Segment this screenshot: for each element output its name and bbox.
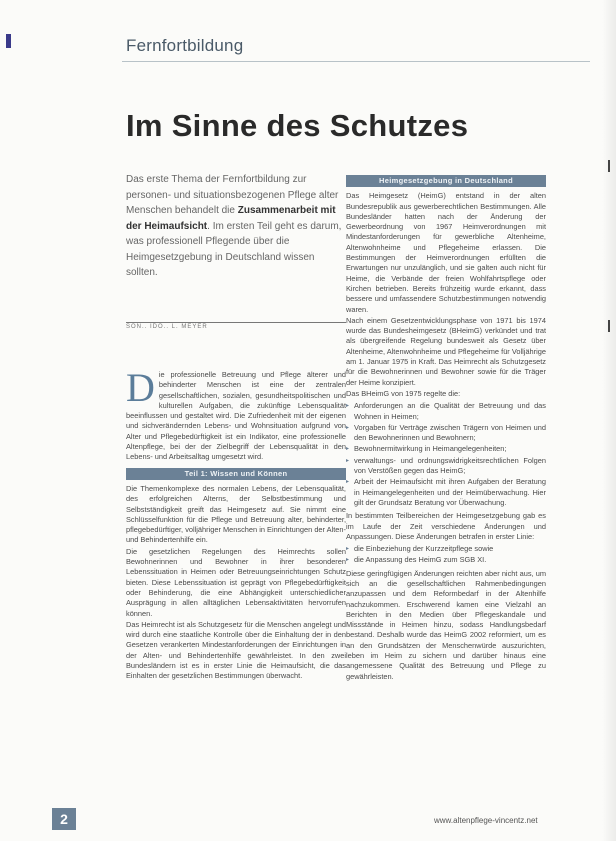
- list-item: ▸ Arbeit der Heimaufsicht mit ihren Aufgaben der Beratung in Heimangelegenheiten und der Heimüberwachung. Hier gilt der Grundsatz Beratung vor Überwachung.: [346, 477, 546, 508]
- page-edge-shadow: [602, 0, 616, 841]
- right-paragraph-4: In bestimmten Teilbereichen der Heimgesetzgebung gab es im Laufe der Zeit verschiedene Änderungen und Anpassungen. Diese Änderungen betrafen in erster Linie:: [346, 511, 546, 541]
- list-item: ▸ die Anpassung des HeimG zum SGB XI.: [346, 555, 546, 565]
- article-title: Im Sinne des Schutzes: [126, 108, 469, 143]
- intro-text-post: . Im ersten Teil geht es darum, was professionell Pflegende über die Heimgesetzgebung in Deutschland wissen sollten.: [126, 220, 342, 278]
- left-column: [126, 365, 346, 683]
- regulation-list: [346, 401, 546, 508]
- right-paragraph-5: Diese geringfügigen Änderungen reichten aber nicht aus, um sich an die gesellschaftlichen Rahmenbedingungen anzupassen und dem Reformbedarf in der Altenhilfe nachzukommen. Erschwerend kamen eine Vielzahl an Berichten in den Medien über Pflegeskandale und Missstände in Heimen hinzu, sodass Handlungsbedarf bestand. Deshalb wurde das HeimG 2002 reformiert, um es an den Grundsätzen der Menschenwürde auszurichten, leben im Heim zu sichern und darüber hinaus eine angemessene Qualität des Betreuung und Pflege zu gewährleisten.: [346, 568, 546, 681]
- section-header: Fernfortbildung: [126, 36, 244, 55]
- right-box-heading: Heimgesetzgebung in Deutschland: [346, 175, 546, 187]
- left-paragraph-2: Die Themenkomplexe des normalen Lebens, der Lebensqualität, des erfolgreichen Alterns, der Selbstbestimmung und Selbstständigkeit greift das Heimgesetz auf. Sie nimmt eine Schlüsselfunktion für die Pflege und Betreuung alter, behinderter, pflegebedürftiger, volljähriger Menschen in Einrichtungen der Alten- und Behindertenhilfe ein.: [126, 483, 346, 545]
- footer-url: www.altenpflege-vincentz.net: [434, 816, 538, 825]
- right-paragraph-2: Nach einem Gesetzentwicklungsphase von 1971 bis 1974 wurde das Bundesheimgesetz (BHeimG) verkündet und trat als übergreifende Regelung bundesweit als Gesetz über Altenheime, Altenwohnheime und Pflegeheime für Volljährige am 1. Januar 1975 in Kraft. Das Heimrecht als Schutzgesetz für die Bewohnerinnen und Bewohner sowie für die Träger der Heime konzipiert.: [346, 315, 546, 387]
- left-paragraph-1: [126, 365, 346, 463]
- list-item: ▸ Vorgaben für Verträge zwischen Trägern von Heimen und den Bewohnerinnen und Bewohnern;: [346, 423, 546, 444]
- right-paragraph-1: Das Heimgesetz (HeimG) entstand in der alten Bundesrepublik aus gewerberechtlichen Bestimmungen. Alle Bundesländer hatten nach der Änderung der Gewerbeordnung von 1967 Heimverordnungen mit Mindestanforderungen für gewerbliche Altenheime, Altenwohnheime und Pflegeheime erlassen. Die Bestimmungen der Heimverordnungen erfüllten die Erwartungen nur unzulänglich, und sie galten auch nicht für Heime, die Verbände der freien Wohlfahrtspflege oder Kirchen betrieben. Bereits frühzeitig wurde erkannt, dass bessere und umfassendere Schutzbestimmungen notwendig waren.: [346, 191, 546, 314]
- list-item: ▸ Anforderungen an die Qualität der Betreuung und das Wohnen in Heimen;: [346, 401, 546, 422]
- page-number: 2: [52, 808, 76, 830]
- left-paragraph-4: Das Heimrecht ist als Schutzgesetz für die Menschen angelegt und wird durch eine staatliche Kontrolle über die Einhaltung der in den Gesetzen verankerten Mindestanforderungen der Einrichtungen in der Alten- und Behindertenhilfe gewährleistet. In den zwei Bundesländern ist es in erster Linie die Heimaufsicht, die das Einhalten der gesetzlichen Bestimmungen überwacht.: [126, 619, 346, 681]
- list-item: ▸ die Einbeziehung der Kurzzeitpflege sowie: [346, 544, 546, 554]
- right-column: [346, 175, 546, 683]
- header-rule: [122, 61, 590, 62]
- intro-text-bold: Zusammenarbeit mit der Heimaufsicht: [126, 205, 336, 232]
- edge-tab-marker: [6, 34, 11, 48]
- changes-list: [346, 544, 546, 566]
- intro-text: [126, 172, 346, 281]
- intro-text-pre: Das erste Thema der Fernfortbildung zur personen- und situationsbezogenen Pflege alter Menschen behandelt die: [126, 174, 339, 216]
- margin-mark: [608, 160, 610, 172]
- left-paragraph-3: Die gesetzlichen Regelungen des Heimrechts sollen Bewohnerinnen und Bewohner in ihrer besonderen Lebenssituation in Heimen oder Betreuungseinrichtungen Schutz bieten. Diese Lebenssituation ist geprägt von Pflegebedürftigkeit oder Behinderung, die eine Abhängigkeit unterschiedlicher Ausprägung in allen alltäglichen Lebensaktivitäten hervorrufen können.: [126, 546, 346, 618]
- left-box-heading: Teil 1: Wissen und Können: [126, 468, 346, 480]
- right-paragraph-3: Das BHeimG von 1975 regelte die:: [346, 388, 461, 398]
- left-paragraph-1-text: ie professionelle Betreuung und Pflege älterer und behinderter Menschen ist eine der zentralen gesellschaftlichen, sozialen, gesundheitspolitischen und kulturellen Aufgaben, die zukünftige Lebensqualität beeinflussen und gestaltet wird. Die Zufriedenheit mit der eigenen und sichverändernden Lebens- und Wohnsituation aufgrund von Alter und Pflegebedürftigkeit ist ein Indikator, eine professionelle Altenpflege, bei der der Zielbegriff der Lebensqualität in den Lebens- und Arbeitsalltag umgesetzt wird.: [126, 370, 346, 462]
- drop-cap: D: [126, 365, 155, 410]
- author-byline: SON.. IDO.. L. MEYER: [126, 324, 208, 330]
- list-item: ▸ Bewohnermitwirkung in Heimangelegenheiten;: [346, 444, 546, 454]
- author-rule: [126, 322, 346, 323]
- margin-mark: [608, 320, 610, 332]
- list-item: ▸ verwaltungs- und ordnungswidrigkeitsrechtlichen Folgen von Verstößen gegen das HeimG;: [346, 456, 546, 477]
